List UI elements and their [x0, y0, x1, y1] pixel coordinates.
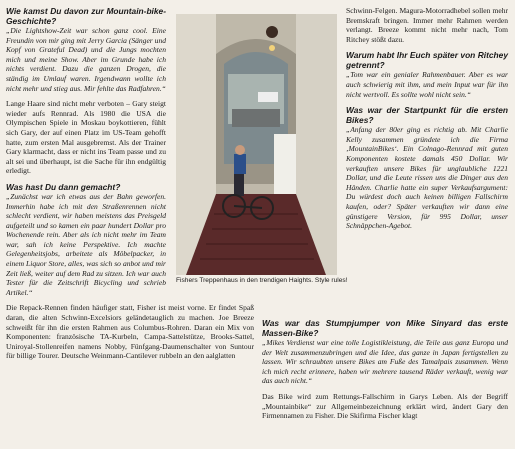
- column-left: [6, 6, 254, 361]
- column-right: [346, 6, 508, 231]
- body-paragraph: Das Bike wird zum Rettungs-Fallschirm in Garys Leben. Als der Begriff „Mountainbike“ zur Allgemeinbezeichnung erklärt wird, ändert Gary den Firmennamen zu Fisher. Die Skifirma Fischer klagt: [262, 391, 508, 421]
- body-paragraph: Schwinn-Felgen. Magura-Motorradhebel sollen mehr Bremskraft bringen. Immer mehr Rahmen werden verlangt. Breeze kommt nicht mehr nach, Tom Ritchey stößt dazu.: [346, 6, 508, 44]
- interview-question: Was war der Startpunkt für die ersten Bikes?: [346, 105, 508, 126]
- photo-illustration: [176, 14, 337, 275]
- interview-answer: „Tom war ein genialer Rahmenbauer. Aber es war auch schwierig mit ihm, und mein Input war für ihn nicht wertvoll. Es sollte wohl nicht sein.“: [346, 70, 508, 99]
- interview-question: Was hast Du dann gemacht?: [6, 181, 121, 192]
- interview-answer: „Mikes Verdienst war eine tolle Logistikleistung, die Teile aus ganz Europa und der Welt zusammenzubringen und die Idee, das ganze in Japan fertigstellen zu lassen. Wir schraubten unsere Bikes am Fuße des Tamalpais zusammen. Wenn ich mich recht erinnere, haben wir mehrere tausend Räder verkauft, wenig war das auch nicht.“: [262, 338, 508, 386]
- interview-question: Warum habt Ihr Euch später von Ritchey getrennt?: [346, 50, 508, 71]
- column-bottom: [262, 318, 508, 421]
- interview-question: Wie kamst Du davon zur Mountain-bike-Geschichte?: [6, 6, 166, 26]
- interview-question: Was war das Stumpjumper von Mike Sinyard das erste Massen-Bike?: [262, 318, 508, 338]
- photo-caption: Fishers Treppenhaus in den trendigen Haights. Style rules!: [176, 277, 348, 284]
- interview-answer: „Anfang der 80er ging es richtig ab. Mit Charlie Kelly zusammen gründete ich die Firma ‚MountainBikes‘. Ein Colnago-Rennrad mit guten Komponenten kostete damals 450 Dollar. Wir verkauften unsere Bikes für unglaubliche 1221 Dollar, und die Leute rissen uns die Dinger aus den Händen. Charlie hatte ein super Verkaufsargument: Du würdest doch auch keinen billigen Fallschirm kaufen, oder? Später verkauften wir dann eine günstigere Version, für 995 Dollar, unser Schnäppchen-Agebot.: [346, 125, 508, 231]
- body-paragraph: Lange Haare sind nicht mehr verboten – Gary steigt wieder aufs Rennrad. Als 1980 die USA die Olympischen Spiele in Moskau boykottieren, fühlt sich Gary, der auf einen Platz im US-Team gehofft hatte, zum ersten Mal ausgebremst. Als der Trainer Gary klarmacht, dass er nicht ins Team passe und zu alt sei und überhaupt, ist die Sache für ihn endgültig erledigt.: [6, 99, 166, 176]
- interview-answer: „Die Lightshow-Zeit war schon ganz cool. Eine Freundin von mir ging mit Jerry Garcia (Sänger und Kopf von Grateful Dead) und die Jungs mochten mich und meine Show. Aber im Grunde habe ich nichts verdient. Dazu die ganzen Drogen, die ständig im Umlauf waren. Irgendwann wollte ich nicht mehr und stieg aus. Mir fehlte das Radfahren.“: [6, 26, 166, 93]
- interview-answer: „Zunächst war ich etwas aus der Bahn geworfen. Immerhin habe ich mit den Straßenrennen nicht schlecht verdient, wir haben meistens das Preisgeld aufgeteilt und so kamen ein paar hundert Dollar pro Wochenende rein. Aber als ich nicht mehr im Team war, sah ich keine Perspektive. Ich machte Gelegenheitsjobs, arbeitete als Möbelpacker, in einem Liquor Store, alles, was sich so anbot und mir Zeit ließ, weiter auf dem Rad zu sitzen. Ich war auch Tester für die Zeitschrift Bicycling und schrieb Artikel.“: [6, 191, 166, 297]
- body-paragraph: Die Repack-Rennen finden häufiger statt, Fisher ist meist vorne. Er findet Spaß daran, die alten Schwinn-Excelsiors geländetauglich zu machen. Joe Breeze schweißt für ihn die ersten Rahmen aus Columbus-Rohren. Daran ein Mix von Komponenten: französische TA-Kurbeln, Campa-Sattelstütze, Brooks-Sattel, Uniroyal-Stollenreifen namens Nobby, Fünfgang-Daumenschalter von Suntour für billige Tourer. Deutsche Weinmann-Cantilever rubbeln an den aalglatten: [6, 303, 254, 361]
- staircase-photo: [176, 14, 337, 275]
